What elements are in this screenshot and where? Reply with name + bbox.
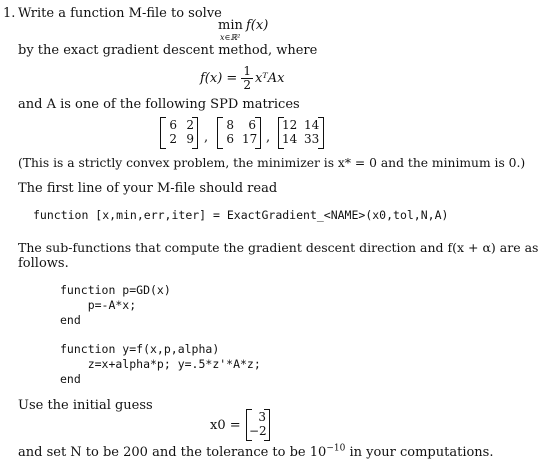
final-instruction [18,445,494,461]
final-text-post: in your computations. [345,445,494,460]
f-lhs: f(x) = [200,70,238,86]
vector-cell: −2 [249,424,267,438]
subfunctions-text-line-1: The sub-functions that compute the gradient descent direction and f(x + α) are as [18,240,538,255]
problem-number: 1. [3,6,16,21]
final-text-pre: and set N to be 200 and the tolerance to be 10 [18,445,327,460]
code-gd-line: p=-A*x; [60,298,137,312]
matrix-cell: 6 [248,118,256,132]
function-signature: function [x,min,err,iter] = ExactGradient_<NAME>(x0,tol,N,A) [33,208,449,222]
intro-text: Write a function M-file to solve [18,6,222,21]
first-line-text: The first line of your M-file should read [18,181,278,196]
min-operator: min [218,18,243,33]
spd-text: and A is one of the following SPD matrices [18,97,300,112]
x0-vector [246,409,270,439]
fraction-denominator: 2 [243,77,251,92]
matrix-cell: 9 [186,132,194,146]
min-subscript: x∈ℝ² [220,33,241,42]
matrix-cell: 14 [282,132,298,146]
code-gd-line: end [60,313,81,327]
matrix-separator: , [266,130,271,145]
method-text: by the exact gradient descent method, where [18,43,318,58]
matrix-cell: 17 [242,132,258,146]
code-f-line: function y=f(x,p,alpha) [60,342,220,356]
matrix-cell: 6 [226,132,234,146]
matrix-cell: 2 [186,118,194,132]
f-definition [200,63,284,93]
f-rhs: xᵀAx [254,70,285,86]
subfunctions-text-line-2: follows. [18,256,69,271]
fraction-numerator: 1 [243,63,251,78]
matrix-3 [278,117,324,147]
min-objective: f(x) [246,18,269,33]
tolerance-exponent: −10 [326,443,346,454]
matrix-cell: 33 [304,132,320,146]
matrix-cell: 8 [226,118,234,132]
code-f-line: end [60,372,81,386]
code-f-line: z=x+alpha*p; y=.5*z'*A*z; [60,357,261,371]
convexity-note: (This is a strictly convex problem, the minimizer is x* = 0 and the minimum is 0.) [18,156,526,170]
code-gd-line: function p=GD(x) [60,283,171,297]
matrix-cell: 14 [304,118,320,132]
vector-cell: 3 [258,410,266,424]
matrix-cell: 2 [169,132,177,146]
matrix-1 [160,117,198,147]
matrix-separator: , [204,130,209,145]
x0-label: x0 = [210,418,241,433]
half-fraction [241,65,253,92]
matrix-cell: 6 [169,118,177,132]
initial-guess-text: Use the initial guess [18,398,153,413]
matrix-2 [217,117,261,147]
matrix-cell: 12 [282,118,298,132]
